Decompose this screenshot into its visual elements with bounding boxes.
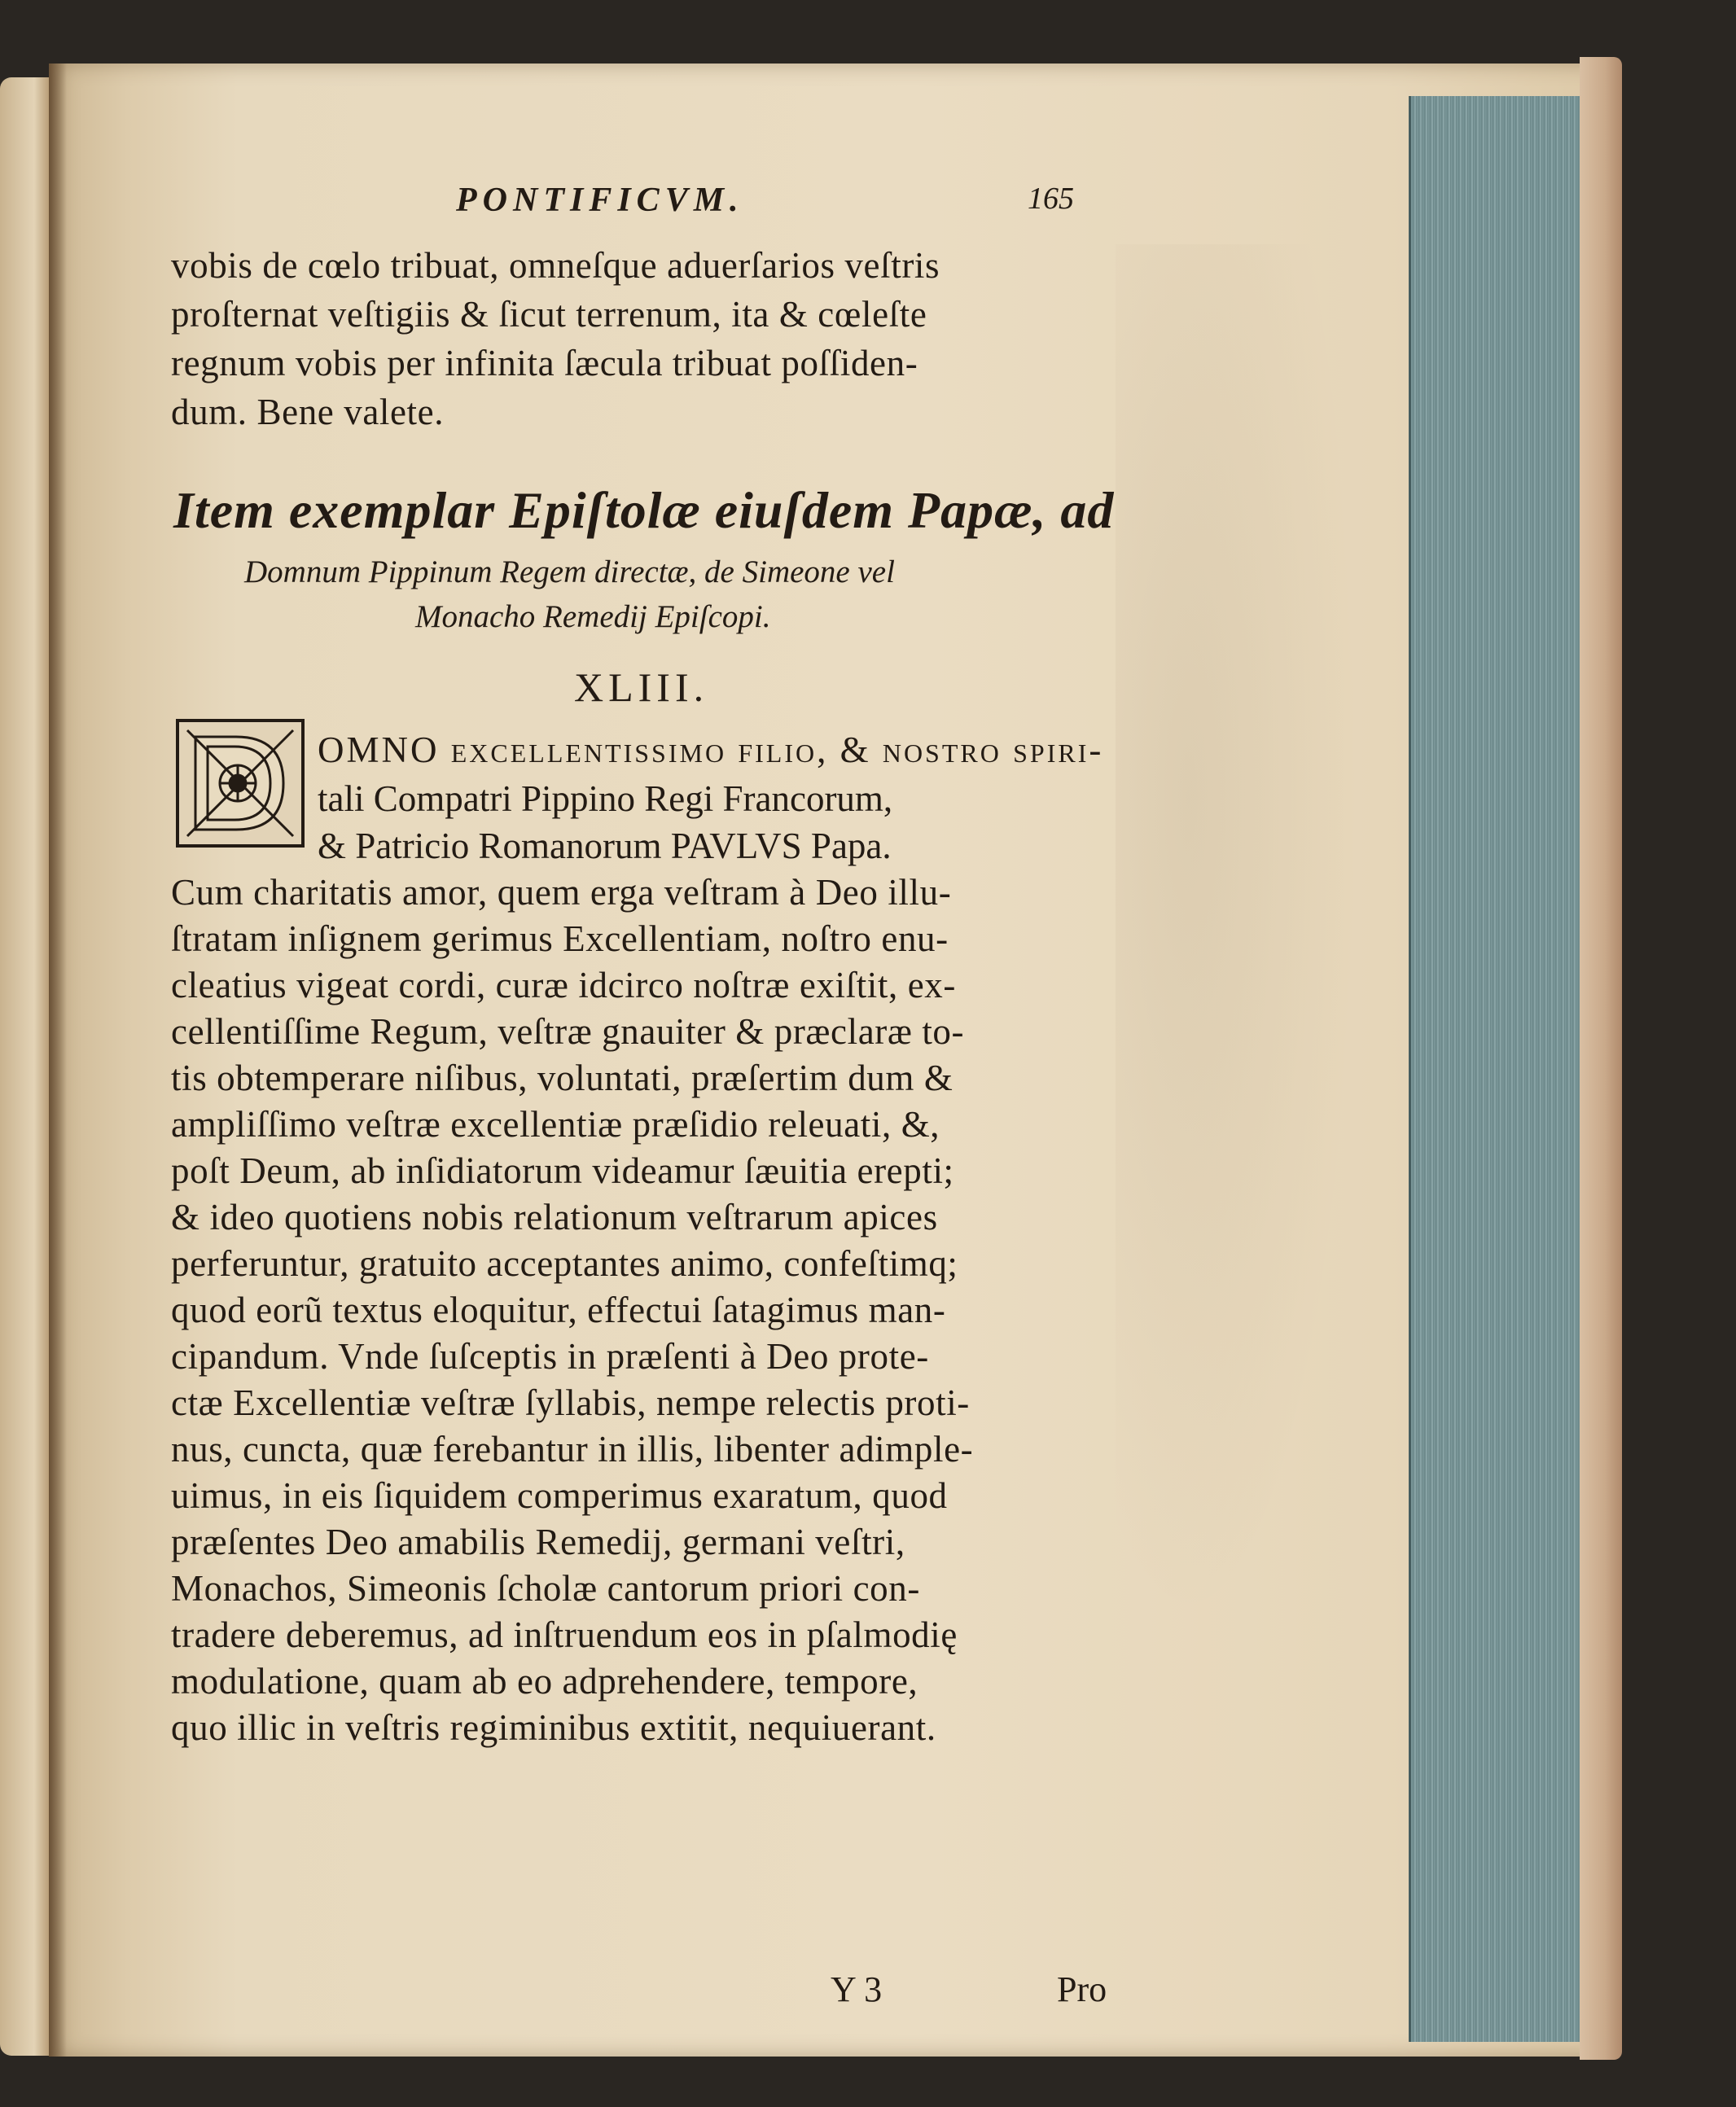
text-line: ctæ Excellentiæ veſtræ ſyllabis, nempe relectis proti- [171, 1382, 970, 1423]
facing-page-edge [0, 77, 49, 2056]
page-block-edges [1409, 96, 1582, 2042]
text-line: perferuntur, gratuito acceptantes animo, confeſtimq; [171, 1243, 958, 1284]
text-line: cleatius vigeat cordi, curæ idcirco noſtræ exiſtit, ex- [171, 965, 956, 1005]
decorated-initial [176, 719, 305, 848]
text-line: uimus, in eis ſiquidem comperimus exaratum, quod [171, 1475, 948, 1516]
gutter-shadow [49, 64, 67, 2057]
text-line: vobis de cœlo tribuat, omneſque aduerſarios veſtris [171, 245, 940, 286]
text-line: tali Compatri Pippino Regi Francorum, [318, 778, 893, 819]
text-line: cipandum. Vnde ſuſceptis in præſenti à Deo prote- [171, 1336, 929, 1377]
text-line: quod eorũ textus eloquitur, effectui ſatagimus man- [171, 1290, 946, 1330]
text-line: tradere deberemus, ad inſtruendum eos in pſalmodię [171, 1614, 958, 1655]
text-line: Cum charitatis amor, quem erga veſtram à Deo illu- [171, 872, 952, 913]
signature-mark: Y 3 [831, 1969, 883, 2009]
text-line: & Patricio Romanorum PAVLVS Papa. [318, 826, 892, 866]
catchword: Pro [1057, 1969, 1107, 2009]
text-line: Monachos, Simeonis ſcholæ cantorum priori con- [171, 1568, 920, 1609]
text-line: nus, cuncta, quæ ferebantur in illis, libenter adimple- [171, 1429, 974, 1470]
heading-subtitle: Monacho Remedij Epiſcopi. [415, 599, 771, 634]
text-line: modulatione, quam ab eo adprehendere, tempore, [171, 1661, 918, 1702]
page-number: 165 [1028, 182, 1074, 216]
text-line: & ideo quotiens nobis relationum veſtrarum apices [171, 1197, 938, 1237]
text-line: poſt Deum, ab inſidiatorum videamur ſæuitia erepti; [171, 1150, 954, 1191]
text-line: ampliſſimo veſtræ excellentiæ præſidio releuati, &, [171, 1104, 940, 1145]
text-line: cellentiſſime Regum, veſtræ gnauiter & præclaræ to- [171, 1011, 965, 1052]
show-through [1116, 244, 1360, 1628]
text-line: OMNO excellentiſſimo filio, & noſtro ſpiri- [318, 729, 1104, 770]
heading-subtitle: Domnum Pippinum Regem directæ, de Simeone vel [244, 554, 895, 589]
text-line: ſtratam inſignem gerimus Excellentiam, noſtro enu- [171, 918, 949, 959]
text-line: regnum vobis per infinita ſæcula tribuat poſſiden- [171, 343, 918, 383]
letter-heading: Item exemplar Epiſtolæ eiuſdem Papæ, ad [173, 481, 1115, 539]
text-line: quo illic in veſtris regiminibus extitit, nequiuerant. [171, 1707, 936, 1748]
text-line: dum. Bene valete. [171, 392, 445, 432]
text-line: tis obtemperare niſibus, voluntati, præſertim dum & [171, 1058, 953, 1098]
cover-edge [1580, 57, 1622, 2060]
text-line: præſentes Deo amabilis Remedij, germani veſtri, [171, 1522, 905, 1562]
text-line: proſternat veſtigiis & ſicut terrenum, ita & cœleſte [171, 294, 927, 335]
letter-number: XLIII. [574, 664, 709, 710]
running-title: PONTIFICVM. [456, 182, 744, 219]
